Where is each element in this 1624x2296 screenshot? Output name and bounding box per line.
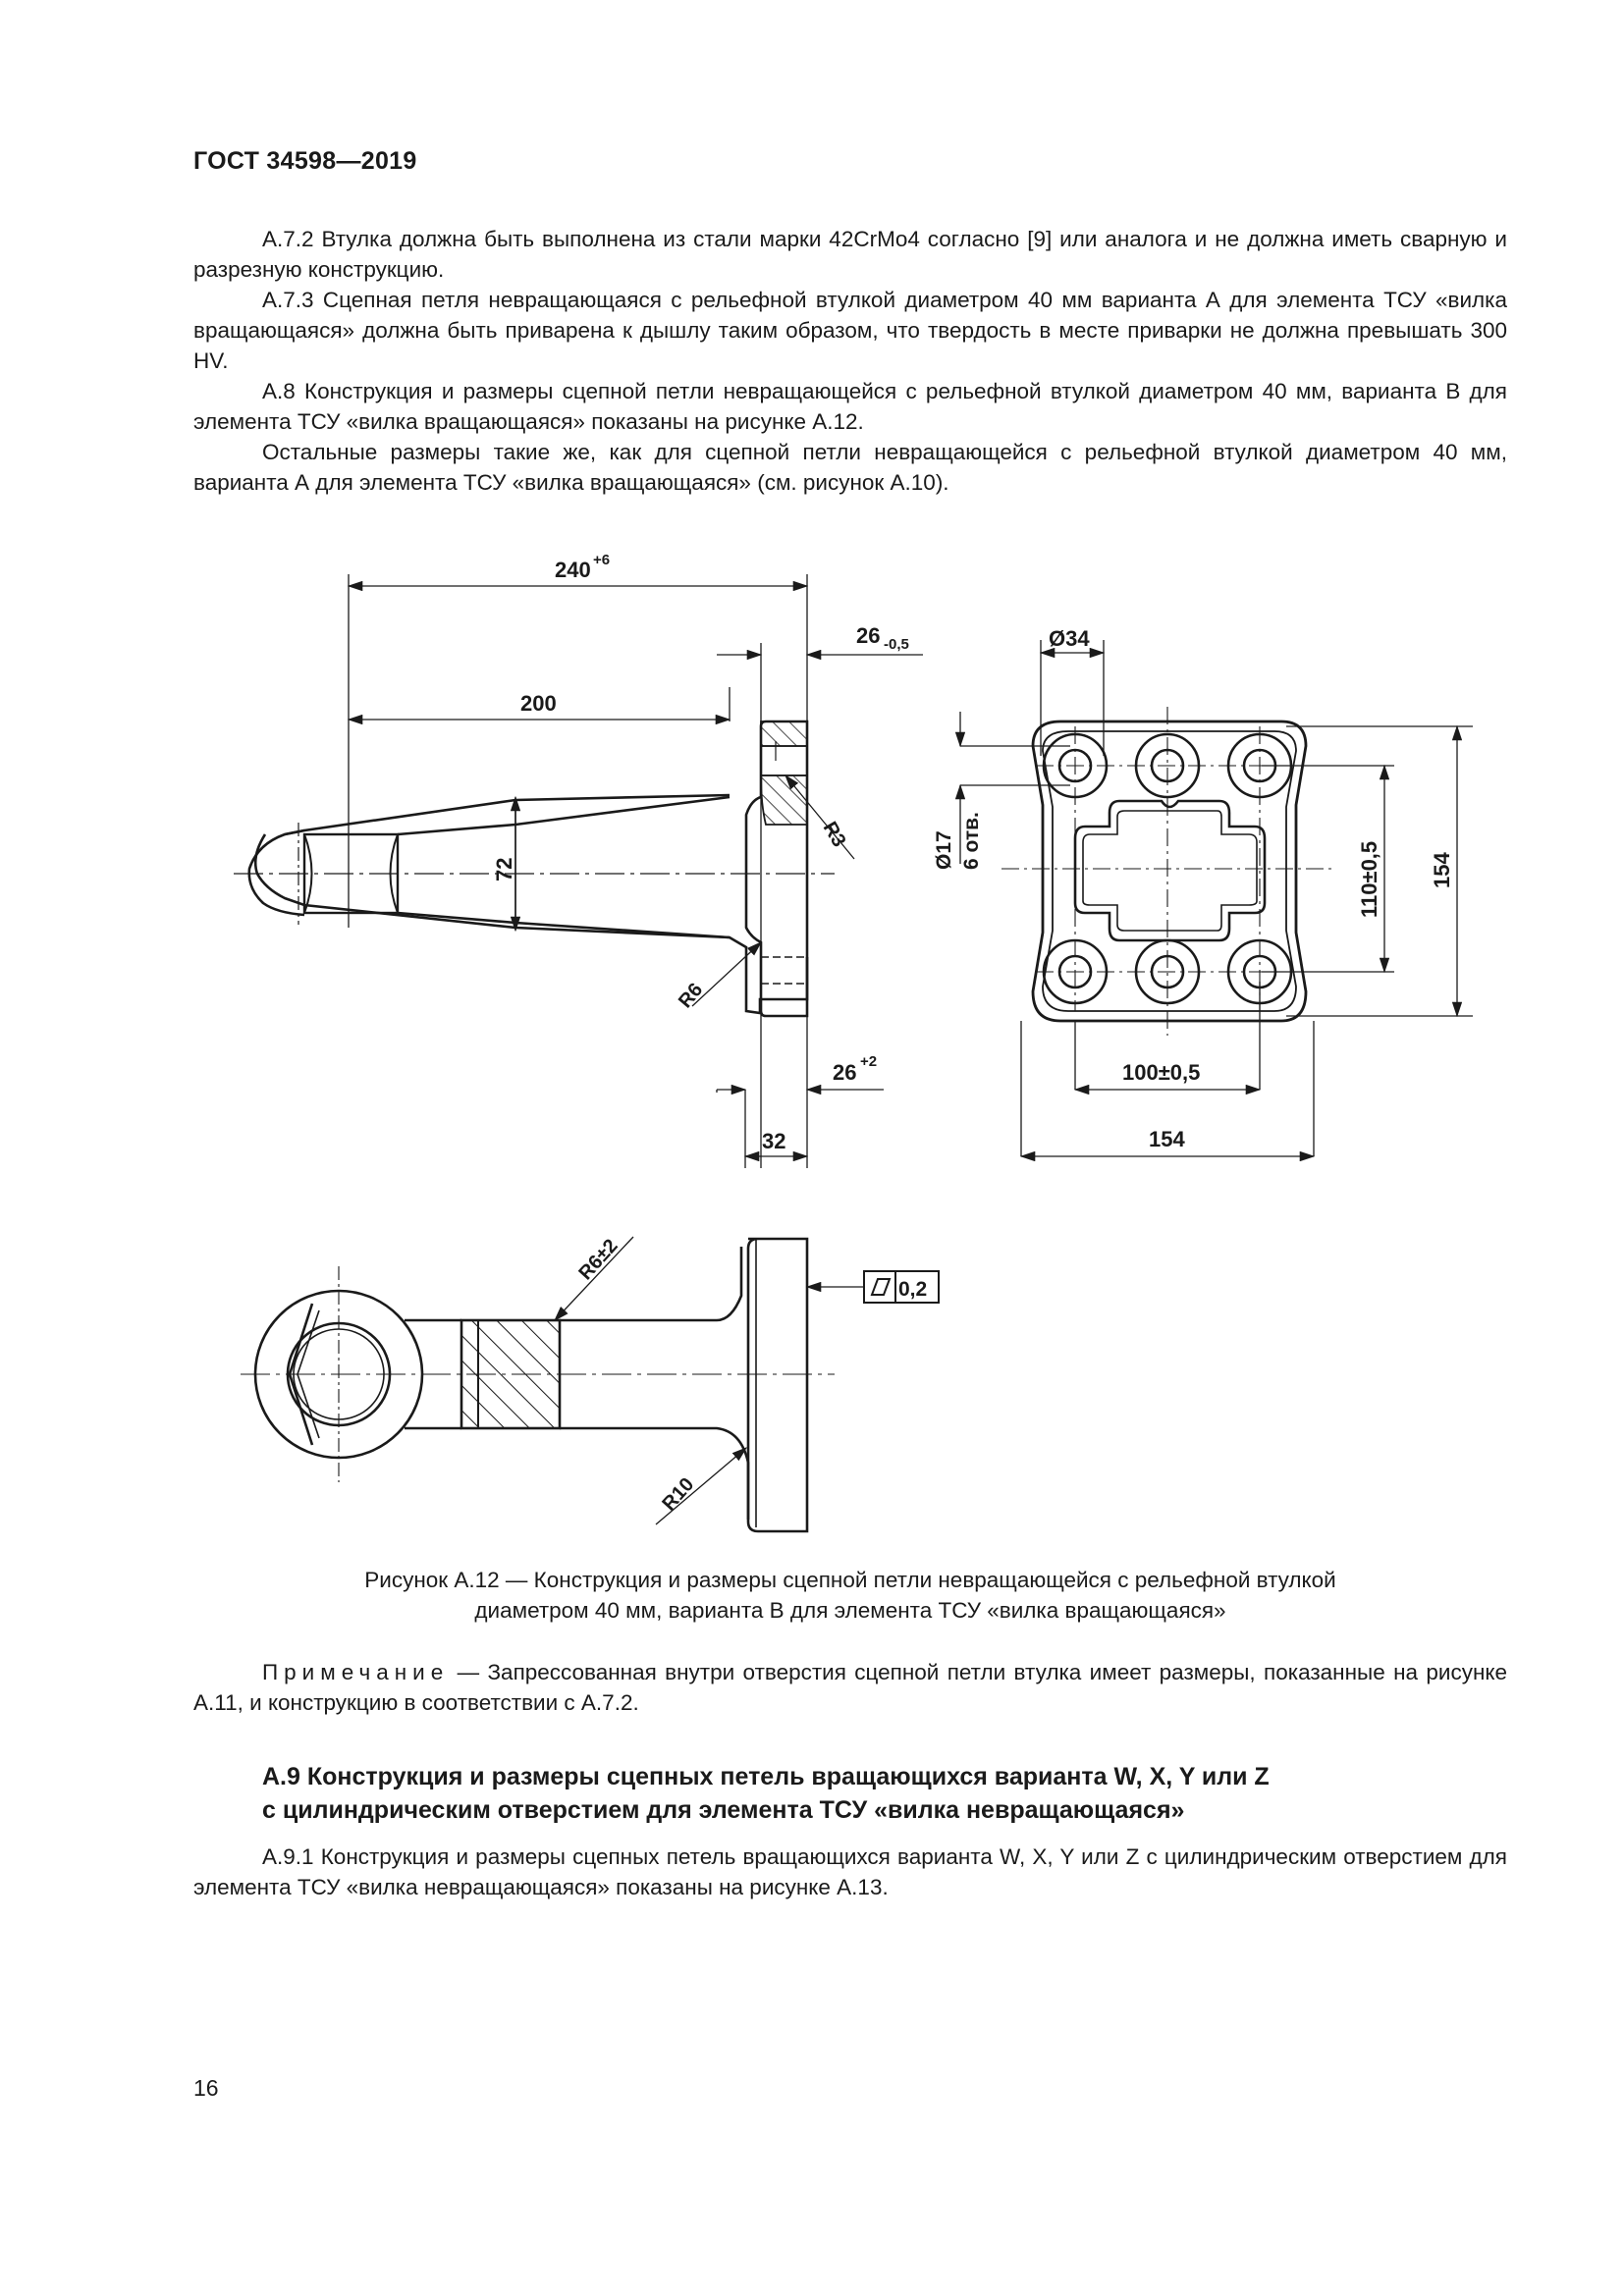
figure-caption bbox=[193, 1565, 1507, 1626]
dim-horizontal-outer-label: 154 bbox=[1149, 1127, 1185, 1151]
dim-vertical-inner-label: 110±0,5 bbox=[1357, 840, 1381, 918]
side-view bbox=[234, 574, 923, 1168]
note-label: Примечание bbox=[262, 1660, 450, 1684]
radius-r10-label: R10 bbox=[658, 1473, 699, 1516]
paragraph-a8: А.8 Конструкция и размеры сцепной петли невращающейся с рельефной втулкой диаметром 40 мм, варианта В для элемента ТСУ «вилка вращающаяся» показаны на рисунке А.12. bbox=[193, 379, 1507, 434]
small-holes-dia-label: Ø17 bbox=[933, 830, 955, 870]
dim-vertical-outer-label: 154 bbox=[1430, 852, 1454, 888]
radius-fillet-label: R6±2 bbox=[574, 1235, 623, 1285]
paragraph-a72: А.7.2 Втулка должна быть выполнена из стали марки 42CrMo4 согласно [9] или аналога и не должна иметь сварную и разрезную конструкцию. bbox=[193, 227, 1507, 282]
figure-caption-line1: Рисунок А.12 — Конструкция и размеры сцепной петли невращающейся с рельефной втулкой bbox=[364, 1568, 1336, 1592]
note-paragraph bbox=[193, 1657, 1507, 1718]
section-a9-body bbox=[193, 1842, 1507, 1902]
radius-r3-label: R3 bbox=[818, 818, 850, 851]
front-view bbox=[960, 640, 1473, 1156]
dim-flange-tol: -0,5 bbox=[884, 636, 909, 653]
figure-caption-line2: диаметром 40 мм, варианта В для элемента ТСУ «вилка вращающаяся» bbox=[474, 1598, 1226, 1623]
dim-shank-label: 200 bbox=[520, 691, 557, 716]
note-text: — Запрессованная внутри отверстия сцепной петли втулка имеет размеры, показанные на рисунке А.11, и конструкцию в соответствии с А.7.2. bbox=[193, 1660, 1507, 1715]
paragraph-a91: А.9.1 Конструкция и размеры сцепных петель вращающихся варианта W, X, Y или Z с цилиндрическим отверстием для элемента ТСУ «вилка невращающаяся» показаны на рисунке А.13. bbox=[193, 1844, 1507, 1899]
dim-width-label: 32 bbox=[762, 1129, 786, 1153]
holes-count-label: 6 отв. bbox=[960, 812, 983, 870]
note-block bbox=[193, 1657, 1507, 1718]
hole-dia-label: Ø34 bbox=[1049, 626, 1090, 651]
dim-total-tol: +6 bbox=[593, 552, 611, 568]
section-title-line2: с цилиндрическим отверстием для элемента ТСУ «вилка невращающаяся» bbox=[262, 1796, 1185, 1824]
document-header: ГОСТ 34598—2019 bbox=[193, 147, 417, 175]
top-view-labels bbox=[574, 1235, 927, 1515]
radius-r6-label: R6 bbox=[674, 979, 708, 1013]
dim-height-label: 72 bbox=[492, 857, 516, 881]
flatness-value-label: 0,2 bbox=[898, 1278, 928, 1301]
dim-total-label: 240 bbox=[555, 558, 591, 582]
side-view-labels bbox=[492, 552, 909, 1153]
page-number: 16 bbox=[193, 2075, 219, 2101]
paragraph-remaining-dims: Остальные размеры такие же, как для сцепной петли невращающейся с рельефной втулкой диаметром 40 мм, варианта А для элемента ТСУ «вилка вращающаяся» (см. рисунок А.10). bbox=[193, 440, 1507, 495]
dim-horizontal-inner-label: 100±0,5 bbox=[1122, 1060, 1201, 1085]
section-a9-title bbox=[262, 1760, 1270, 1827]
dim-flange-offset-label: 26 bbox=[833, 1060, 857, 1085]
section-title-line1: А.9 Конструкция и размеры сцепных петель вращающихся варианта W, X, Y или Z bbox=[262, 1763, 1270, 1790]
paragraph-a73: А.7.3 Сцепная петля невращающаяся с рельефной втулкой диаметром 40 мм варианта А для элемента ТСУ «вилка вращающаяся» должна быть приварена к дышлу таким образом, что твердость в месте приварки не должна превышать 300 HV. bbox=[193, 288, 1507, 373]
dim-flange-label: 26 bbox=[856, 623, 881, 648]
dim-flange-offset-tol: +2 bbox=[860, 1053, 878, 1070]
front-view-labels bbox=[933, 626, 1454, 1151]
